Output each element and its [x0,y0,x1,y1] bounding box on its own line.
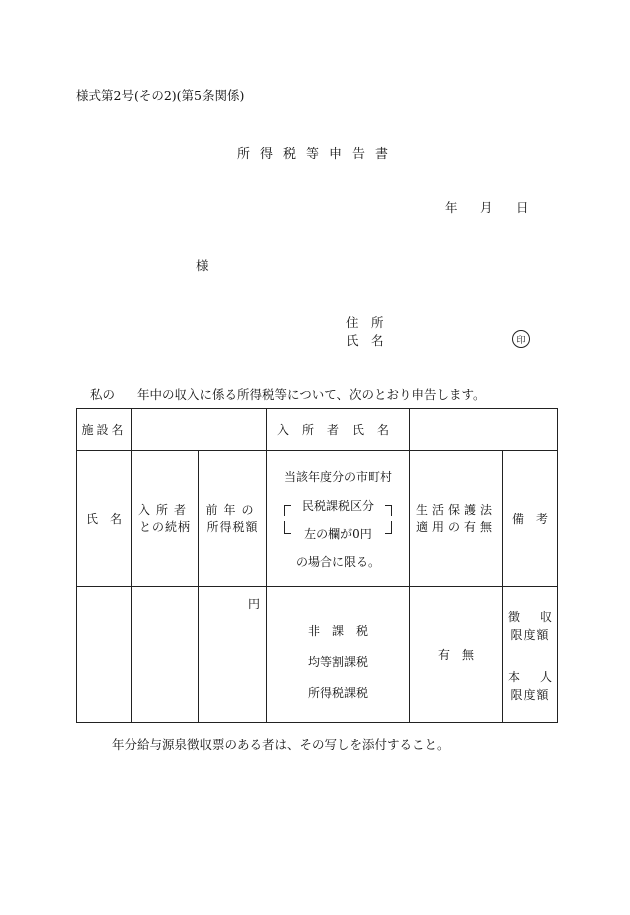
facility-name-field[interactable] [132,409,267,451]
seal-icon: 印 [512,330,530,348]
tax-category-options[interactable] [267,587,410,723]
date-year: 年 [445,200,458,215]
resident-name-label: 入所者氏名 [267,409,410,451]
remarks-cell [503,587,558,723]
address-label: 住 所 [346,315,384,330]
col-remarks-header: 備 考 [503,451,558,587]
declaration-prefix: 私の [90,387,116,402]
remarks-collection: 徴 収 [508,609,552,624]
name-label: 氏 名 [346,333,384,348]
col-relation-header: 入所者 との続柄 [132,451,199,587]
tax-option-exempt[interactable]: 非 課 税 [307,624,368,638]
addressee-suffix: 様 [196,258,209,273]
col-name-header: 氏 名 [77,451,132,587]
seal-mark [512,330,530,348]
welfare-options[interactable]: 有 無 [410,587,503,723]
yen-unit: 円 [247,597,260,611]
remarks-collection-limit: 限度額 [510,627,550,642]
col-prev-income-tax-header: 前年の 所得税額 [199,451,267,587]
date-month: 月 [480,200,493,215]
tax-option-per-capita[interactable]: 均等割課税 [307,655,368,669]
facility-name-label: 施設名 [77,409,132,451]
col-municipal-tax-header: 当該年度分の市町村 民税課税区分 左の欄が0円 の場合に限る。 [267,451,410,587]
bracket-bottom: 左の欄が0円 [290,525,386,541]
declaration-table [76,408,558,723]
remarks-self-limit: 限度額 [510,687,550,702]
declaration [90,385,486,403]
relation-value-field[interactable] [132,587,199,723]
prev-income-tax-field[interactable] [199,587,267,723]
footnote: 年分給与源泉徴収票のある者は、その写しを添付すること。 [112,737,450,752]
date-day: 日 [516,200,529,215]
form-number: 様式第2号(その2)(第5条関係) [76,88,245,103]
bracket-top: 民税課税区分 [290,497,386,513]
declaration-text: 年中の収入に係る所得税等について、次のとおり申告します。 [137,387,486,402]
tax-option-income[interactable]: 所得税課税 [307,686,368,700]
remarks-self: 本 人 [508,669,552,684]
col-welfare-header: 生活保護法 適用の有無 [410,451,503,587]
name-value-field[interactable] [77,587,132,723]
page-title: 所得税等申告書 [237,147,399,162]
resident-name-field[interactable] [410,409,558,451]
